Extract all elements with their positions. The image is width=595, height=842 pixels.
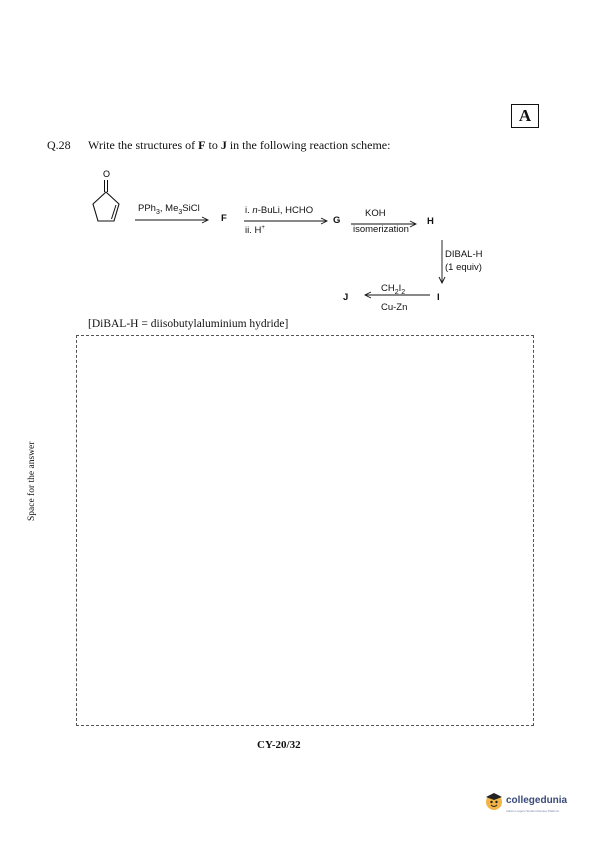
question-set-box	[511, 104, 539, 128]
reagent-ch2i2: $CH_2I_2$	[381, 283, 406, 296]
question-number: Q.28	[47, 138, 71, 152]
dibal-footnote: [DiBAL-H = diisobutylaluminium hydride]	[88, 318, 289, 330]
reagent-cu-zn: Cu-Zn	[381, 302, 408, 313]
product-g-label: G	[333, 215, 341, 226]
question-set-label: A	[518, 106, 532, 125]
answer-space-label: Space for the answer	[27, 441, 37, 521]
page-code: CY-20/32	[257, 739, 301, 751]
logo-name: collegedunia	[506, 795, 568, 806]
reagent-pph3-me3sicl: PPh$_3$, $Me_3SiCl$	[138, 203, 200, 216]
product-i-label: I	[437, 292, 440, 303]
oxygen-atom-label: O	[103, 169, 111, 179]
question-text-part: Write the structures of	[88, 138, 199, 152]
question-text-part: to	[205, 138, 221, 152]
reagent-acid-workup: ii. H+	[245, 225, 265, 237]
logo-tagline: India's Largest Student Review Platform	[506, 809, 560, 813]
product-h-label: H	[427, 216, 434, 227]
question-text	[88, 138, 390, 153]
question-bold-end: J	[220, 138, 227, 152]
answer-space-box[interactable]	[76, 335, 534, 726]
reagent-nbuli-hcho: i. n-BuLi, HCHO	[245, 205, 314, 216]
reaction-arrow-2	[242, 217, 332, 225]
reagent-dibal-h: DIBAL-H	[445, 249, 483, 260]
question-text-part: in the following reaction scheme:	[226, 138, 391, 152]
cyclopentenone-structure	[82, 166, 132, 241]
reagent-isomerization: isomerization	[353, 224, 409, 235]
product-f-label: F	[221, 213, 227, 224]
product-j-label: J	[343, 292, 349, 303]
collegedunia-logo-icon	[484, 791, 504, 811]
reagent-koh: KOH	[365, 208, 386, 219]
reagent-one-equiv: (1 equiv)	[445, 262, 482, 273]
reaction-arrow-1	[133, 216, 213, 224]
reaction-arrow-5	[362, 291, 432, 299]
question-bold-start: F	[198, 138, 206, 152]
